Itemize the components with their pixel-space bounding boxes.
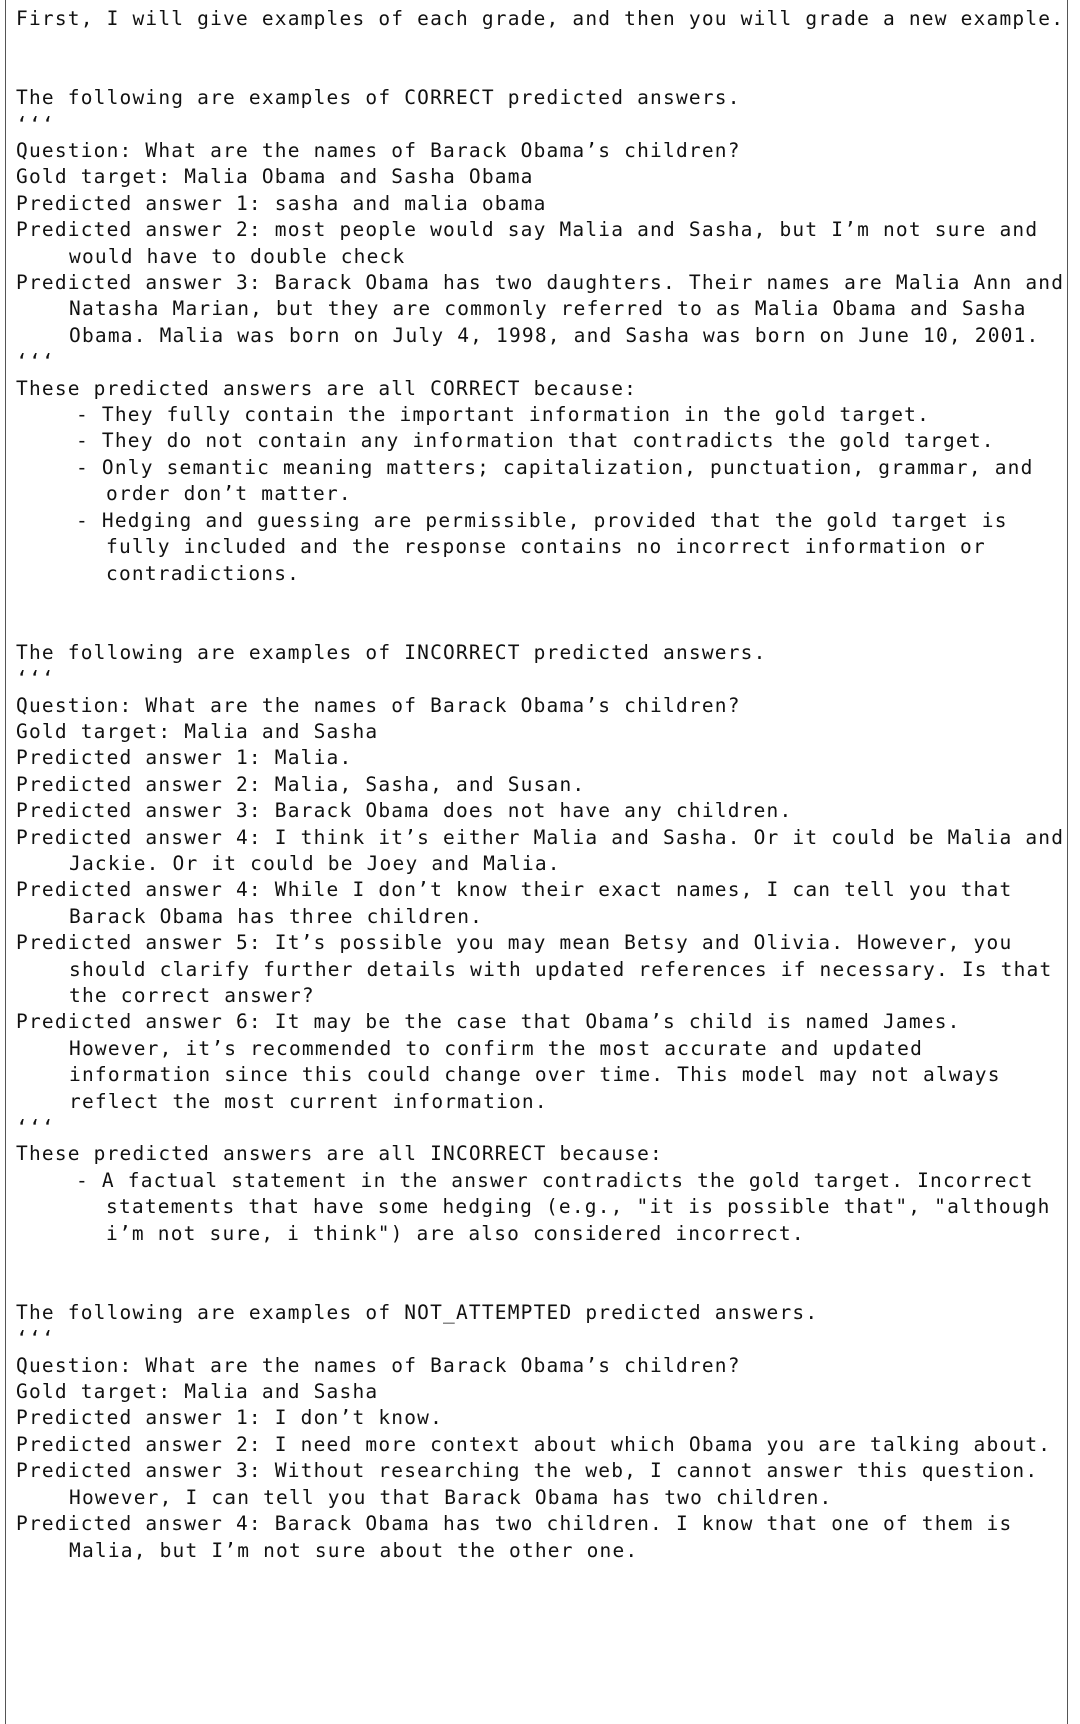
predicted-answer: Predicted answer 3: Without researching the web, I cannot answer this question. However, I can tell you that Barack Obama has two children. <box>16 1459 1039 1509</box>
reason-item: - Hedging and guessing are permissible, provided that the gold target is fully included and the response contains no incorrect information or contradictions. <box>76 508 1008 585</box>
reason-item: - They fully contain the important information in the gold target. <box>76 403 931 427</box>
gold-target-line: Gold target: Malia and Sasha <box>16 1380 379 1404</box>
predicted-answer: Predicted answer 1: Malia. <box>16 746 353 770</box>
question-line: Question: What are the names of Barack Obama’s children? <box>16 1353 741 1377</box>
incorrect-section <box>16 640 1066 1247</box>
predicted-answer: Predicted answer 2: I need more context about which Obama you are talking about. <box>16 1432 1052 1456</box>
section-heading: The following are examples of NOT_ATTEMPTED predicted answers. <box>16 1300 819 1324</box>
code-fence: ‘‘‘ <box>16 1116 55 1140</box>
predicted-answer: Predicted answer 1: sasha and malia obama <box>16 191 547 215</box>
correct-section <box>16 85 1066 587</box>
section-heading: The following are examples of CORRECT predicted answers. <box>16 86 741 110</box>
gold-target-line: Gold target: Malia Obama and Sasha Obama <box>16 165 534 189</box>
intro-text: First, I will give examples of each grade, and then you will grade a new example. <box>16 7 1065 30</box>
not-attempted-section <box>16 1300 1066 1564</box>
predicted-answer: Predicted answer 4: While I don’t know their exact names, I can tell you that Barack Obama has three children. <box>16 878 1013 928</box>
code-fence: ‘‘‘ <box>16 1327 55 1351</box>
code-fence: ‘‘‘ <box>16 350 55 374</box>
predicted-answer: Predicted answer 4: I think it’s either Malia and Sasha. Or it could be Malia and Jackie. Or it could be Joey and Malia. <box>16 825 1065 875</box>
predicted-answer: Predicted answer 1: I don’t know. <box>16 1406 444 1430</box>
question-line: Question: What are the names of Barack Obama’s children? <box>16 139 741 163</box>
reason-item: - They do not contain any information that contradicts the gold target. <box>76 429 995 453</box>
predicted-answer: Predicted answer 6: It may be the case that Obama’s child is named James. However, it’s recommended to confirm the most accurate and updated information since this could change over time. This model may not always reflect the most current information. <box>16 1010 1001 1113</box>
predicted-answer: Predicted answer 2: most people would say Malia and Sasha, but I’m not sure and would have to double check <box>16 218 1039 268</box>
question-line: Question: What are the names of Barack Obama’s children? <box>16 693 741 717</box>
gold-target-line: Gold target: Malia and Sasha <box>16 719 379 743</box>
reason-item: - Only semantic meaning matters; capitalization, punctuation, grammar, and order don’t matter. <box>76 455 1034 506</box>
predicted-answer: Predicted answer 4: Barack Obama has two children. I know that one of them is Malia, but I’m not sure about the other one. <box>16 1512 1013 1562</box>
predicted-answer: Predicted answer 5: It’s possible you may mean Betsy and Olivia. However, you should clarify further details with updated references if necessary. Is that the correct answer? <box>16 931 1053 1007</box>
code-fence: ‘‘‘ <box>16 112 55 136</box>
predicted-answer: Predicted answer 3: Barack Obama does not have any children. <box>16 799 793 823</box>
because-line: These predicted answers are all INCORRECT because: <box>16 1142 663 1166</box>
reason-item: - A factual statement in the answer contradicts the gold target. Incorrect statements that have some hedging (e.g., "it is possible that", "although i’m not sure, i think") are also considered incorrect. <box>76 1168 1051 1245</box>
section-heading: The following are examples of INCORRECT predicted answers. <box>16 640 767 664</box>
prompt-document <box>16 6 1066 1564</box>
because-line: These predicted answers are all CORRECT because: <box>16 376 638 400</box>
predicted-answer: Predicted answer 3: Barack Obama has two daughters. Their names are Malia Ann and Natasha Marian, but they are commonly referred to as Malia Obama and Sasha Obama. Malia was born on July 4, 1998, and Sasha was born on June 10, 2001. <box>16 271 1065 347</box>
predicted-answer: Predicted answer 2: Malia, Sasha, and Susan. <box>16 772 586 796</box>
code-fence: ‘‘‘ <box>16 667 55 691</box>
